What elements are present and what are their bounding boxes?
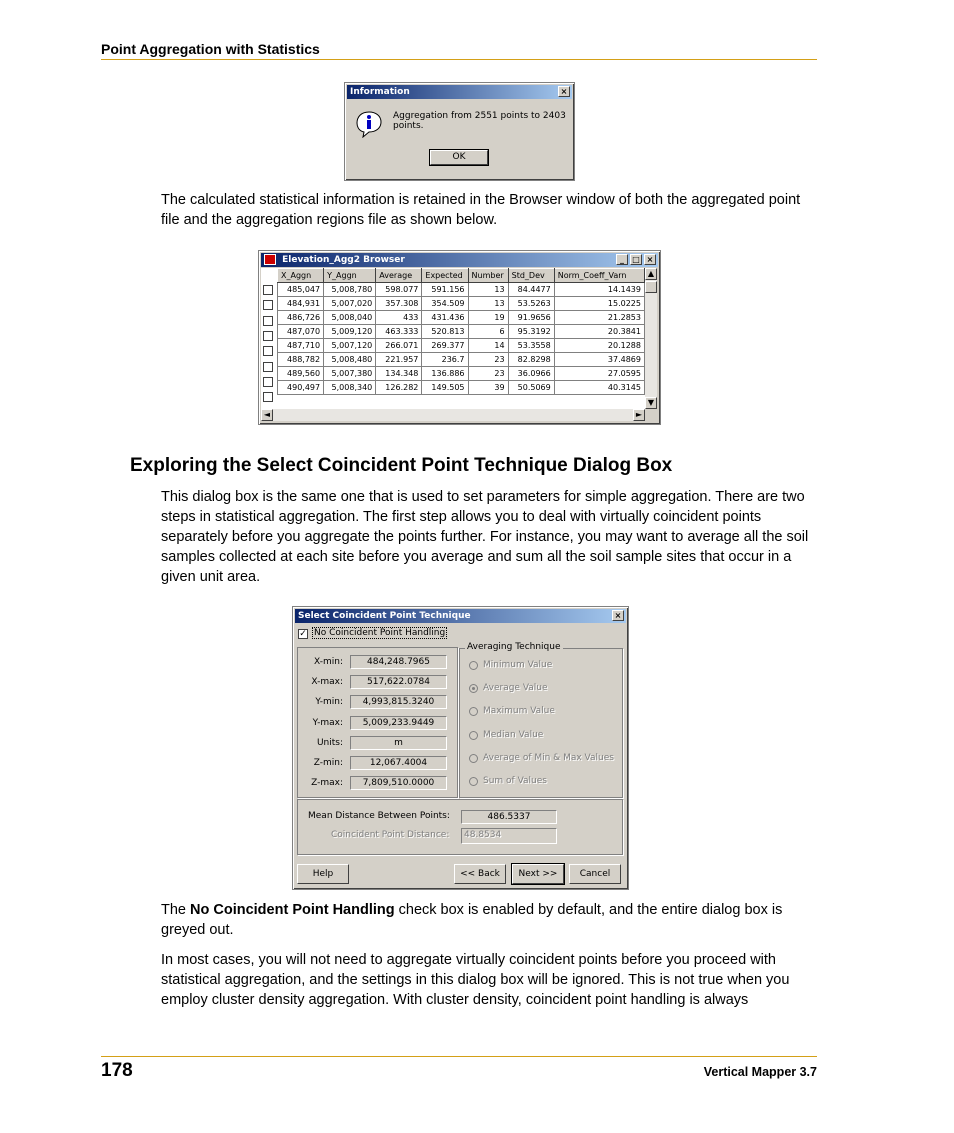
table-row[interactable]: [278, 311, 645, 325]
averaging-option-label: Median Value: [483, 729, 544, 740]
table-cell: 23: [468, 367, 508, 381]
distance-group: [297, 799, 623, 855]
browser-titlebar: [261, 253, 658, 267]
row-select-checkbox[interactable]: [263, 392, 273, 402]
browser-title: Elevation_Agg2 Browser: [282, 255, 405, 265]
row-select-checkbox[interactable]: [263, 331, 273, 341]
table-row[interactable]: [278, 367, 645, 381]
table-cell: 487,070: [278, 325, 324, 339]
table-cell: 520.813: [422, 325, 468, 339]
table-cell: 357.308: [376, 297, 422, 311]
close-icon[interactable]: ×: [644, 254, 656, 265]
table-cell: 126.282: [376, 381, 422, 395]
table-cell: 5,008,340: [324, 381, 376, 395]
table-cell: 149.505: [422, 381, 468, 395]
scroll-up-icon[interactable]: ▲: [645, 268, 657, 280]
table-cell: 40.3145: [554, 381, 644, 395]
table-cell: 221.957: [376, 353, 422, 367]
extent-label: Z-max:: [311, 778, 343, 789]
table-row[interactable]: [278, 283, 645, 297]
averaging-radio[interactable]: [469, 777, 478, 786]
extent-field[interactable]: 484,248.7965: [350, 655, 447, 669]
table-cell: 463.333: [376, 325, 422, 339]
table-row[interactable]: [278, 381, 645, 395]
table-cell: 488,782: [278, 353, 324, 367]
table-cell: 5,008,040: [324, 311, 376, 325]
browser-table: [277, 268, 645, 395]
information-titlebar: [347, 85, 572, 99]
column-header[interactable]: Expected: [422, 269, 468, 283]
column-header[interactable]: Std_Dev: [508, 269, 554, 283]
table-cell: 5,007,020: [324, 297, 376, 311]
table-cell: 36.0966: [508, 367, 554, 381]
information-title: Information: [350, 87, 410, 97]
table-cell: 598.077: [376, 283, 422, 297]
header-rule: [101, 59, 817, 60]
scroll-right-icon[interactable]: ►: [633, 409, 645, 421]
vertical-scrollbar[interactable]: [645, 268, 657, 409]
product-name: Vertical Mapper 3.7: [703, 1065, 817, 1079]
row-select-checkbox[interactable]: [263, 362, 273, 372]
column-header[interactable]: Norm_Coeff_Varn: [554, 269, 644, 283]
no-coincident-label: No Coincident Point Handling: [314, 628, 446, 638]
ok-button[interactable]: OK: [430, 150, 488, 165]
table-cell: 5,007,380: [324, 367, 376, 381]
table-cell: 433: [376, 311, 422, 325]
table-header-row: [278, 269, 645, 283]
row-select-checkbox[interactable]: [263, 377, 273, 387]
para3-bold: No Coincident Point Handling: [190, 902, 395, 918]
table-cell: 84.4477: [508, 283, 554, 297]
table-cell: 13: [468, 297, 508, 311]
table-cell: 5,008,480: [324, 353, 376, 367]
table-cell: 20.1288: [554, 339, 644, 353]
table-cell: 15.0225: [554, 297, 644, 311]
table-cell: 82.8298: [508, 353, 554, 367]
maximize-icon[interactable]: □: [630, 254, 642, 265]
extent-field[interactable]: m: [350, 736, 447, 750]
minimize-icon[interactable]: _: [616, 254, 628, 265]
page-number: 178: [101, 1060, 133, 1081]
table-cell: 591.156: [422, 283, 468, 297]
paragraph-dialog-intro: This dialog box is the same one that is used to set parameters for simple aggregation. There are two steps in statistical aggregation. The first step allows you to deal with virtually coincident points separately before you aggregate the points further. For instance, you may want to average all the soil samples collected at each site before you average and sum all the soil sample sites that occur in a given unit area.: [161, 489, 809, 585]
table-cell: 485,047: [278, 283, 324, 297]
table-cell: 6: [468, 325, 508, 339]
table-cell: 136.886: [422, 367, 468, 381]
para3-pre: The: [161, 902, 191, 918]
row-select-checkbox[interactable]: [263, 300, 273, 310]
coincident-distance-field[interactable]: 48.8534: [461, 828, 557, 844]
information-dialog: [344, 82, 575, 181]
column-header[interactable]: Number: [468, 269, 508, 283]
next-button[interactable]: Next >>: [512, 864, 564, 884]
coincident-titlebar: [295, 609, 626, 623]
footer-rule: [101, 1056, 817, 1057]
table-row[interactable]: [278, 353, 645, 367]
table-cell: 23: [468, 353, 508, 367]
column-header[interactable]: X_Aggn: [278, 269, 324, 283]
table-cell: 134.348: [376, 367, 422, 381]
coincident-dialog: [292, 606, 629, 890]
coincident-title: Select Coincident Point Technique: [298, 611, 471, 621]
table-cell: 487,710: [278, 339, 324, 353]
table-row[interactable]: [278, 297, 645, 311]
browser-app-icon: [264, 254, 276, 265]
no-coincident-checkbox[interactable]: ✓: [299, 629, 307, 639]
averaging-option-label: Average of Min & Max Values: [483, 752, 614, 763]
table-cell: 5,009,120: [324, 325, 376, 339]
section-heading: Exploring the Select Coincident Point Technique Dialog Box: [130, 455, 673, 476]
information-message: Aggregation from 2551 points to 2403 points.: [393, 111, 566, 131]
info-icon: [355, 110, 383, 138]
table-cell: 269.377: [422, 339, 468, 353]
table-cell: 53.3558: [508, 339, 554, 353]
extent-label: Units:: [316, 737, 343, 748]
table-row[interactable]: [278, 325, 645, 339]
back-button[interactable]: << Back: [454, 864, 506, 884]
row-select-checkbox[interactable]: [263, 346, 273, 356]
table-cell: 236.7: [422, 353, 468, 367]
mean-distance-field[interactable]: 486.5337: [461, 810, 557, 824]
extent-label: Y-max:: [312, 717, 343, 728]
paragraph-browser-intro: The calculated statistical information is retained in the Browser window of both the aggregated point file and the aggregation regions file as shown below.: [161, 192, 801, 228]
table-cell: 39: [468, 381, 508, 395]
table-cell: 53.5263: [508, 297, 554, 311]
table-cell: 354.509: [422, 297, 468, 311]
column-header[interactable]: Y_Aggn: [324, 269, 376, 283]
horizontal-scrollbar[interactable]: [261, 409, 645, 421]
table-cell: 95.3192: [508, 325, 554, 339]
paragraph-cluster-note: In most cases, you will not need to aggregate virtually coincident points before you proceed with statistical aggregation, and the settings in this dialog box will be ignored. This is not true when you employ cluster density aggregation. With cluster density, coincident point handling is always: [161, 952, 790, 1008]
mean-distance-label: Mean Distance Between Points:: [308, 811, 450, 821]
table-cell: 5,008,780: [324, 283, 376, 297]
table-cell: 490,497: [278, 381, 324, 395]
cancel-button[interactable]: Cancel: [569, 864, 621, 884]
table-cell: 19: [468, 311, 508, 325]
table-cell: 14.1439: [554, 283, 644, 297]
row-select-checkbox[interactable]: [263, 285, 273, 295]
scroll-left-icon[interactable]: ◄: [261, 409, 273, 421]
extent-field[interactable]: 7,809,510.0000: [350, 776, 447, 790]
averaging-option-label: Maximum Value: [483, 706, 555, 717]
table-cell: 431.436: [422, 311, 468, 325]
coincident-distance-label: Coincident Point Distance:: [331, 830, 450, 840]
browser-window: [258, 250, 661, 425]
extent-label: Y-min:: [315, 697, 343, 708]
averaging-title: Averaging Technique: [467, 642, 561, 652]
column-header[interactable]: Average: [376, 269, 422, 283]
averaging-radio[interactable]: [469, 661, 478, 670]
averaging-option-label: Average Value: [483, 683, 548, 694]
extent-label: X-max:: [311, 677, 343, 688]
extent-field[interactable]: 5,009,233.9449: [350, 716, 447, 730]
table-cell: 5,007,120: [324, 339, 376, 353]
table-cell: 37.4869: [554, 353, 644, 367]
help-button[interactable]: Help: [297, 864, 349, 884]
table-cell: 14: [468, 339, 508, 353]
extent-label: Z-min:: [313, 758, 343, 768]
extent-field[interactable]: 517,622.0784: [350, 675, 447, 689]
table-cell: 266.071: [376, 339, 422, 353]
extent-label: X-min:: [314, 657, 343, 667]
scroll-thumb[interactable]: [645, 281, 657, 293]
averaging-radio[interactable]: [469, 754, 478, 763]
table-cell: 489,560: [278, 367, 324, 381]
para3-post: check box is enabled by default, and the entire dialog box is greyed out.: [161, 902, 783, 938]
averaging-radio[interactable]: [469, 731, 478, 740]
table-cell: 484,931: [278, 297, 324, 311]
table-cell: 20.3841: [554, 325, 644, 339]
close-icon[interactable]: ×: [612, 610, 624, 621]
table-cell: 27.0595: [554, 367, 644, 381]
paragraph-checkbox-note: [161, 900, 821, 940]
table-row[interactable]: [278, 339, 645, 353]
averaging-option-label: Sum of Values: [483, 776, 547, 786]
row-select-checkbox[interactable]: [263, 316, 273, 326]
extent-field[interactable]: 4,993,815.3240: [350, 695, 447, 709]
scroll-down-icon[interactable]: ▼: [645, 397, 657, 409]
close-icon[interactable]: ×: [558, 86, 570, 97]
averaging-option-label: Minimum Value: [483, 660, 553, 670]
table-cell: 50.5069: [508, 381, 554, 395]
table-cell: 91.9656: [508, 311, 554, 325]
extent-field[interactable]: 12,067.4004: [350, 756, 447, 770]
table-cell: 486,726: [278, 311, 324, 325]
table-cell: 13: [468, 283, 508, 297]
table-cell: 21.2853: [554, 311, 644, 325]
running-header: Point Aggregation with Statistics: [101, 41, 320, 57]
